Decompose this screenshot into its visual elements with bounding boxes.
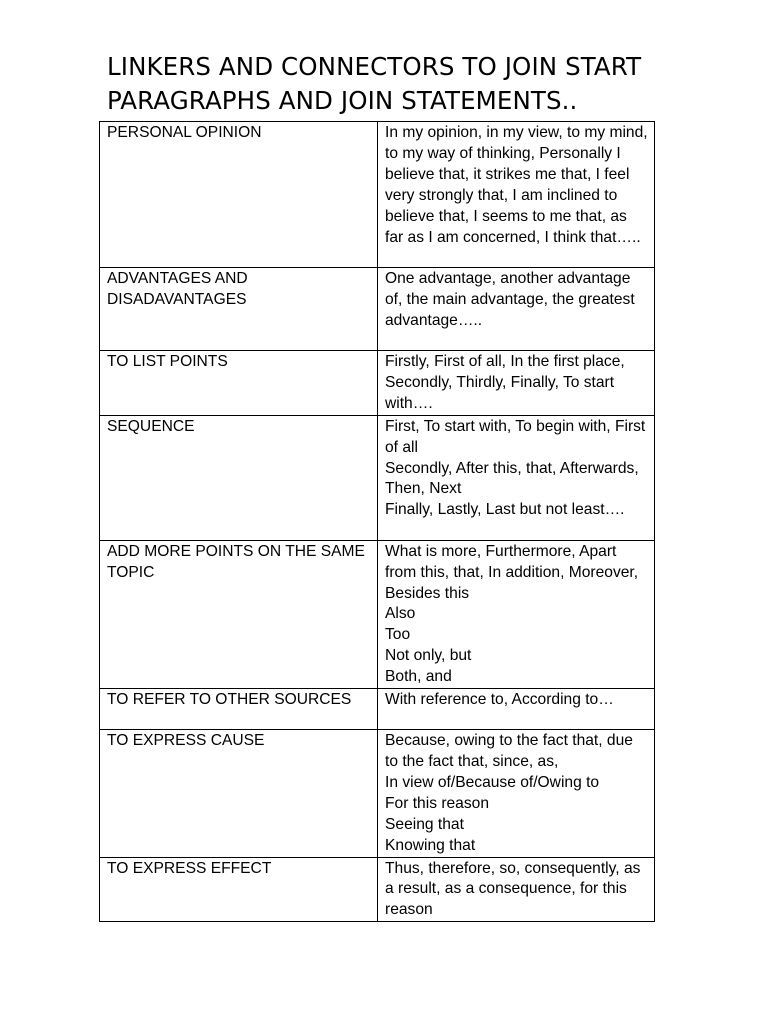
table-row-personal-opinion [100,122,655,268]
page-title-line-1: LINKERS AND CONNECTORS TO JOIN START [107,52,642,81]
page-title [107,50,707,118]
linkers-cell: In my opinion, in my view, to my mind, to my way of thinking, Personally I believe that, it strikes me that, I feel very strongly that, I am inclined to believe that, I seems to me that, as far as I am concerned, I think that….. [378,122,655,268]
category-cell: TO EXPRESS CAUSE [100,730,378,857]
table-row-express-effect [100,857,655,922]
page-title-line-2: PARAGRAPHS AND JOIN STATEMENTS.. [107,86,578,115]
linkers-cell: First, To start with, To begin with, First of all Secondly, After this, that, Afterwards, Then, Next Finally, Lastly, Last but not least…. [378,415,655,540]
table-row-advantages [100,268,655,351]
category-cell: TO LIST POINTS [100,351,378,416]
linkers-cell: With reference to, According to… [378,689,655,730]
category-cell: ADVANTAGES AND DISADAVANTAGES [100,268,378,351]
category-cell: TO REFER TO OTHER SOURCES [100,689,378,730]
linkers-cell: Firstly, First of all, In the first place, Secondly, Thirdly, Finally, To start with…. [378,351,655,416]
category-cell: SEQUENCE [100,415,378,540]
category-cell: ADD MORE POINTS ON THE SAME TOPIC [100,540,378,688]
table-row-list-points [100,351,655,416]
linkers-cell: Thus, therefore, so, consequently, as a result, as a consequence, for this reason [378,857,655,922]
table-row-sequence [100,415,655,540]
linkers-cell: One advantage, another advantage of, the main advantage, the greatest advantage….. [378,268,655,351]
category-cell: TO EXPRESS EFFECT [100,857,378,922]
table-row-express-cause [100,730,655,857]
linkers-cell: Because, owing to the fact that, due to the fact that, since, as, In view of/Because of/Owing to For this reason Seeing that Knowing that [378,730,655,857]
linkers-cell: What is more, Furthermore, Apart from this, that, In addition, Moreover, Besides this Also Too Not only, but Both, and [378,540,655,688]
category-cell: PERSONAL OPINION [100,122,378,268]
table-row-refer-sources [100,689,655,730]
table-row-add-more-points [100,540,655,688]
linkers-table [99,121,655,922]
